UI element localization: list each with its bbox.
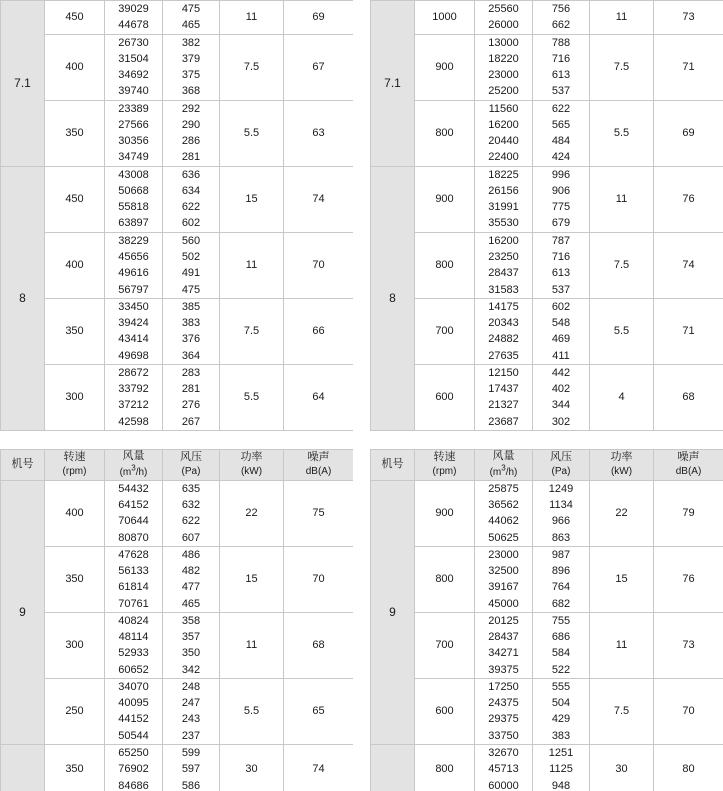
flow-cell: 34070 40095 44152 50544 — [105, 678, 163, 744]
flow-cell: 43008 50668 55818 63897 — [105, 166, 163, 232]
flow-cell: 65250 76902 84686 — [105, 744, 163, 791]
table-body — [1, 1, 354, 431]
noise-cell: 74 — [284, 744, 354, 791]
table-row — [1, 232, 354, 298]
power-cell: 15 — [590, 546, 654, 612]
noise-cell: 67 — [284, 34, 354, 100]
table-row — [371, 1, 723, 35]
table-row — [371, 232, 723, 298]
speed-cell: 700 — [415, 298, 475, 364]
pressure-cell: 636 634 622 602 — [163, 166, 220, 232]
power-cell: 30 — [590, 744, 654, 791]
pressure-cell: 756 662 — [533, 1, 590, 35]
flow-cell: 18225 26156 31991 35530 — [475, 166, 533, 232]
table-row — [371, 744, 723, 791]
power-cell: 30 — [220, 744, 284, 791]
speed-cell: 350 — [45, 546, 105, 612]
pressure-cell: 787 716 613 537 — [533, 232, 590, 298]
model-cell: 7.1 — [1, 1, 45, 167]
speed-cell: 300 — [45, 612, 105, 678]
noise-cell: 71 — [654, 298, 723, 364]
noise-cell: 79 — [654, 480, 723, 546]
pressure-cell: 755 686 584 522 — [533, 612, 590, 678]
header-flow: 风量 $(m^3/h)$ — [105, 449, 163, 480]
fan-spec-table-left-bottom — [0, 449, 353, 791]
flow-cell: 25875 36562 44062 50625 — [475, 480, 533, 546]
noise-cell: 69 — [654, 100, 723, 166]
noise-cell: 65 — [284, 678, 354, 744]
table-row — [371, 100, 723, 166]
pressure-cell: 560 502 491 475 — [163, 232, 220, 298]
noise-cell: 68 — [654, 364, 723, 430]
header-pressure: 风压 (Pa) — [533, 449, 590, 480]
speed-cell: 350 — [45, 298, 105, 364]
flow-cell: 12150 17437 21327 23687 — [475, 364, 533, 430]
table-row — [371, 480, 723, 546]
fan-spec-table-right-top — [370, 0, 723, 431]
flow-cell: 14175 20343 24882 27635 — [475, 298, 533, 364]
power-cell: 5.5 — [220, 364, 284, 430]
power-cell: 11 — [590, 1, 654, 35]
noise-cell: 80 — [654, 744, 723, 791]
table-row — [1, 34, 354, 100]
noise-cell: 69 — [284, 1, 354, 35]
power-cell: 4 — [590, 364, 654, 430]
noise-cell: 70 — [654, 678, 723, 744]
header-noise: 噪声 dB(A) — [654, 449, 723, 480]
speed-cell: 900 — [415, 34, 475, 100]
table-row — [1, 744, 354, 791]
power-cell: 5.5 — [220, 678, 284, 744]
power-cell: 5.5 — [590, 298, 654, 364]
header-model: 机号 — [371, 449, 415, 480]
speed-cell: 350 — [45, 100, 105, 166]
power-cell: 11 — [220, 612, 284, 678]
table-header-row — [1, 449, 354, 480]
table-row — [371, 678, 723, 744]
flow-cell: 38229 45656 49616 56797 — [105, 232, 163, 298]
speed-cell: 400 — [45, 232, 105, 298]
flow-cell: 11560 16200 20440 22400 — [475, 100, 533, 166]
header-power: 功率 (kW) — [220, 449, 284, 480]
speed-cell: 600 — [415, 364, 475, 430]
noise-cell: 73 — [654, 612, 723, 678]
speed-cell: 800 — [415, 232, 475, 298]
table-body — [371, 449, 723, 791]
table-row — [371, 166, 723, 232]
noise-cell: 75 — [284, 480, 354, 546]
table-header-row — [371, 449, 723, 480]
pressure-cell: 292 290 286 281 — [163, 100, 220, 166]
power-cell: 15 — [220, 166, 284, 232]
power-cell: 7.5 — [590, 678, 654, 744]
noise-cell: 76 — [654, 166, 723, 232]
bottom-tables-row — [0, 449, 723, 791]
flow-cell: 47628 56133 61814 70761 — [105, 546, 163, 612]
table-row — [1, 100, 354, 166]
model-cell: 8 — [1, 166, 45, 430]
speed-cell: 450 — [45, 166, 105, 232]
pressure-cell: 602 548 469 411 — [533, 298, 590, 364]
speed-cell: 400 — [45, 34, 105, 100]
noise-cell: 74 — [284, 166, 354, 232]
speed-cell: 900 — [415, 166, 475, 232]
pressure-cell: 622 565 484 424 — [533, 100, 590, 166]
flow-cell: 26730 31504 34692 39740 — [105, 34, 163, 100]
pressure-cell: 555 504 429 383 — [533, 678, 590, 744]
flow-cell: 28672 33792 37212 42598 — [105, 364, 163, 430]
table-gap — [0, 431, 723, 449]
speed-cell: 700 — [415, 612, 475, 678]
pressure-cell: 987 896 764 682 — [533, 546, 590, 612]
pressure-cell: 283 281 276 267 — [163, 364, 220, 430]
power-cell: 22 — [590, 480, 654, 546]
speed-cell: 350 — [45, 744, 105, 791]
right-top-column — [370, 0, 723, 431]
table-row — [1, 298, 354, 364]
fan-spec-table-right-bottom — [370, 449, 723, 791]
header-flow: 风量 $(m^3/h)$ — [475, 449, 533, 480]
pressure-cell: 248 247 243 237 — [163, 678, 220, 744]
model-cell: 7.1 — [371, 1, 415, 167]
flow-cell: 32670 45713 60000 — [475, 744, 533, 791]
power-cell: 11 — [590, 166, 654, 232]
header-power: 功率 (kW) — [590, 449, 654, 480]
pressure-cell: 382 379 375 368 — [163, 34, 220, 100]
pressure-cell: 475 465 — [163, 1, 220, 35]
power-cell: 11 — [220, 1, 284, 35]
noise-cell: 71 — [654, 34, 723, 100]
fan-spec-table-left-top — [0, 0, 353, 431]
power-cell: 7.5 — [220, 298, 284, 364]
left-bottom-column — [0, 449, 353, 791]
header-model: 机号 — [1, 449, 45, 480]
speed-cell: 800 — [415, 744, 475, 791]
pressure-cell: 385 383 376 364 — [163, 298, 220, 364]
table-row — [1, 364, 354, 430]
noise-cell: 74 — [654, 232, 723, 298]
table-row — [1, 480, 354, 546]
flow-cell: 54432 64152 70644 80870 — [105, 480, 163, 546]
noise-cell: 73 — [654, 1, 723, 35]
flow-cell: 20125 28437 34271 39375 — [475, 612, 533, 678]
speed-cell: 250 — [45, 678, 105, 744]
table-row — [371, 612, 723, 678]
table-row — [371, 364, 723, 430]
power-cell: 5.5 — [590, 100, 654, 166]
noise-cell: 70 — [284, 232, 354, 298]
power-cell: 7.5 — [590, 232, 654, 298]
flow-cell: 13000 18220 23000 25200 — [475, 34, 533, 100]
speed-cell: 400 — [45, 480, 105, 546]
table-row — [1, 1, 354, 35]
table-row — [1, 166, 354, 232]
header-speed: 转速 (rpm) — [45, 449, 105, 480]
right-bottom-column — [370, 449, 723, 791]
speed-cell: 800 — [415, 100, 475, 166]
model-cell: 9 — [1, 480, 45, 744]
pressure-cell: 442 402 344 302 — [533, 364, 590, 430]
flow-cell: 39029 44678 — [105, 1, 163, 35]
pressure-cell: 996 906 775 679 — [533, 166, 590, 232]
noise-cell: 70 — [284, 546, 354, 612]
flow-cell: 16200 23250 28437 31583 — [475, 232, 533, 298]
speed-cell: 450 — [45, 1, 105, 35]
power-cell: 11 — [590, 612, 654, 678]
header-speed: 转速 (rpm) — [415, 449, 475, 480]
noise-cell: 64 — [284, 364, 354, 430]
pressure-cell: 635 632 622 607 — [163, 480, 220, 546]
table-row — [1, 612, 354, 678]
pressure-cell: 486 482 477 465 — [163, 546, 220, 612]
power-cell: 11 — [220, 232, 284, 298]
pressure-cell: 788 716 613 537 — [533, 34, 590, 100]
power-cell: 7.5 — [590, 34, 654, 100]
header-pressure: 风压 (Pa) — [163, 449, 220, 480]
table-row — [371, 546, 723, 612]
table-row — [371, 34, 723, 100]
speed-cell: 900 — [415, 480, 475, 546]
model-cell: 8 — [371, 166, 415, 430]
flow-cell: 23000 32500 39167 45000 — [475, 546, 533, 612]
flow-cell: 40824 48114 52933 60652 — [105, 612, 163, 678]
flow-cell: 33450 39424 43414 49698 — [105, 298, 163, 364]
pressure-cell: 1249 1134 966 863 — [533, 480, 590, 546]
flow-cell: 17250 24375 29375 33750 — [475, 678, 533, 744]
table-row — [1, 546, 354, 612]
speed-cell: 300 — [45, 364, 105, 430]
speed-cell: 600 — [415, 678, 475, 744]
power-cell: 15 — [220, 546, 284, 612]
power-cell: 7.5 — [220, 34, 284, 100]
left-top-column — [0, 0, 353, 431]
table-row — [371, 298, 723, 364]
noise-cell: 68 — [284, 612, 354, 678]
table-row — [1, 678, 354, 744]
pressure-cell: 358 357 350 342 — [163, 612, 220, 678]
pressure-cell: 1251 1125 948 — [533, 744, 590, 791]
flow-cell: 23389 27566 30356 34749 — [105, 100, 163, 166]
table-body — [1, 449, 354, 791]
power-cell: 5.5 — [220, 100, 284, 166]
model-cell: 9 — [371, 480, 415, 744]
speed-cell: 800 — [415, 546, 475, 612]
model-cell — [1, 744, 45, 791]
flow-cell: 25560 26000 — [475, 1, 533, 35]
noise-cell: 63 — [284, 100, 354, 166]
pressure-cell: 599 597 586 — [163, 744, 220, 791]
power-cell: 22 — [220, 480, 284, 546]
table-body — [371, 1, 723, 431]
noise-cell: 76 — [654, 546, 723, 612]
speed-cell: 1000 — [415, 1, 475, 35]
noise-cell: 66 — [284, 298, 354, 364]
header-noise: 噪声 dB(A) — [284, 449, 354, 480]
model-cell — [371, 744, 415, 791]
